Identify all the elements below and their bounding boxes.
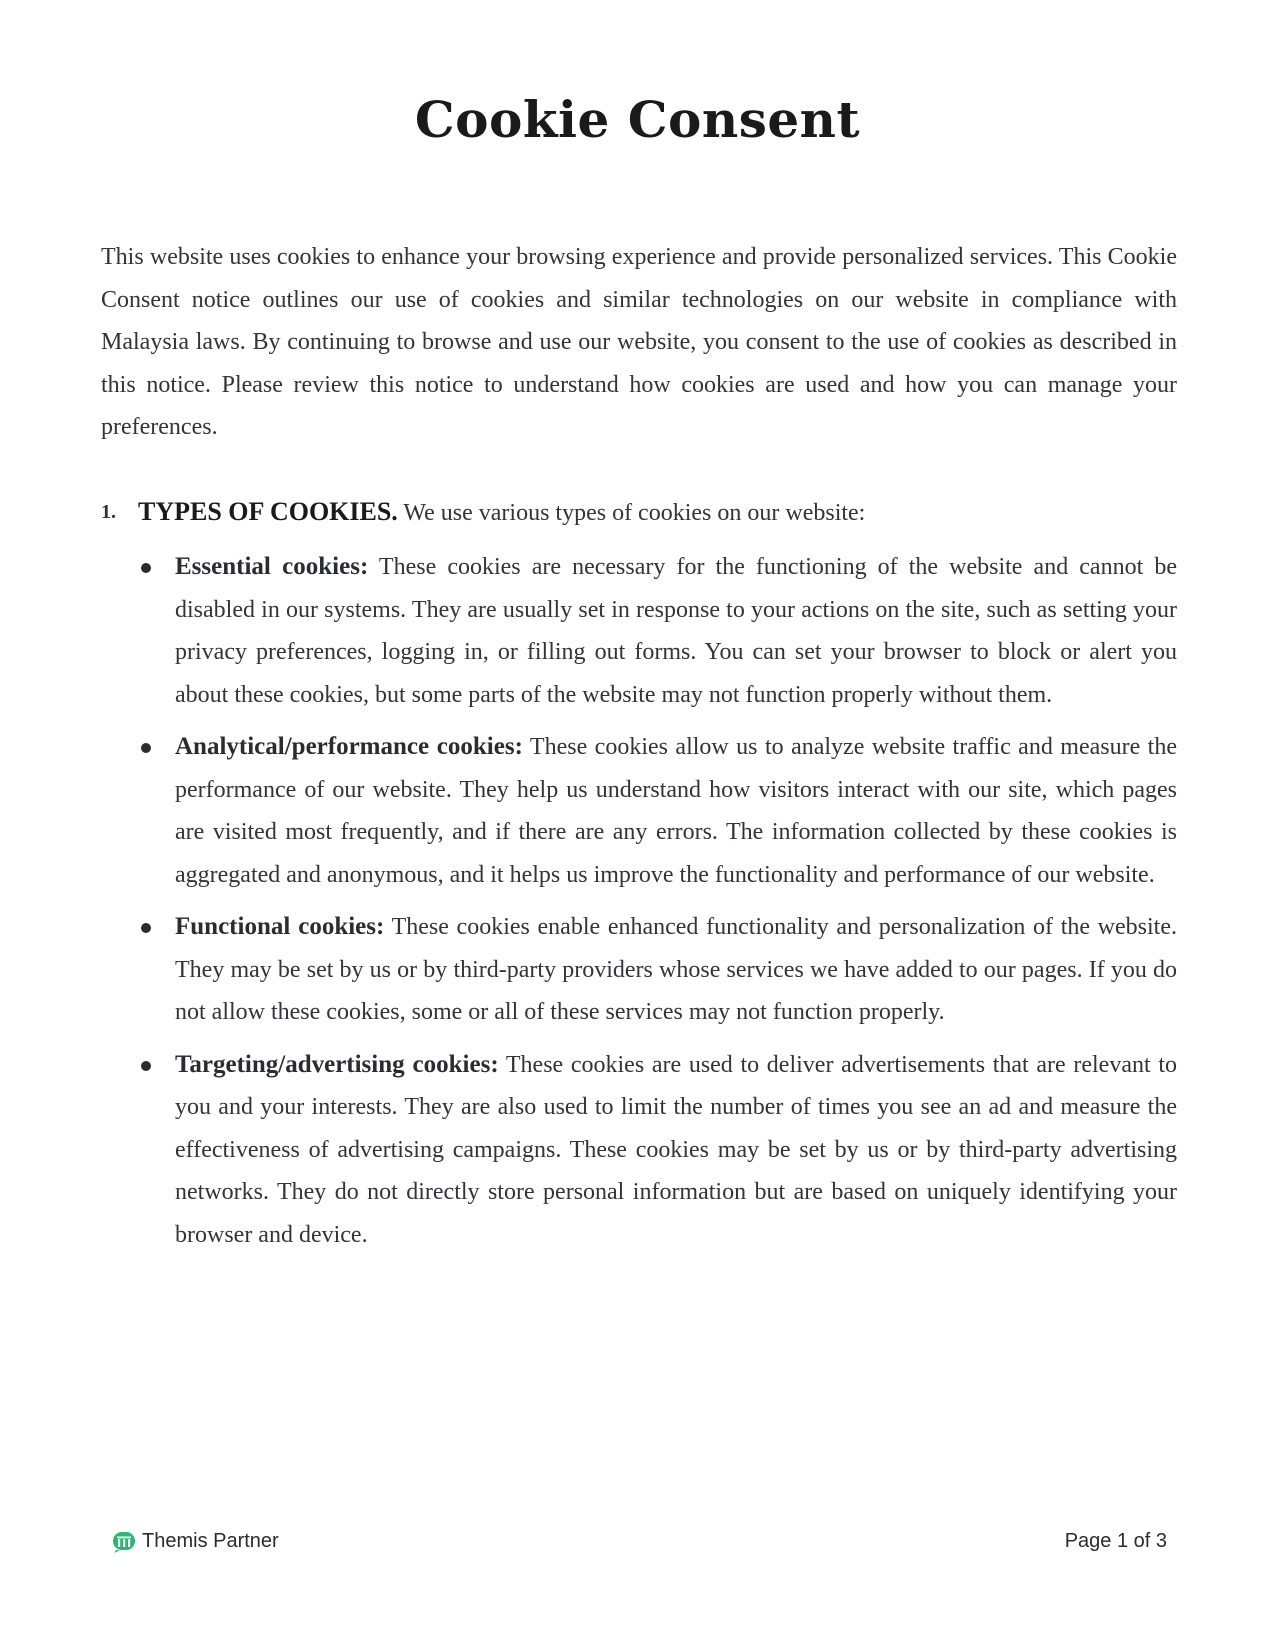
themis-logo-icon	[112, 1531, 136, 1553]
bullet-text: These cookies enable enhanced functionality and personalization of the website. They may be set by us or by third-party providers whose services we have added to our pages. If you do not allow these cookies, some or all of these services may not function properly.	[175, 914, 1177, 1025]
brand-name: Themis Partner	[142, 1530, 279, 1552]
section-lead: We use various types of cookies on our website:	[397, 499, 866, 526]
bullet-term: Analytical/performance cookies:	[175, 733, 523, 760]
list-item	[101, 1044, 1177, 1257]
section-title: TYPES OF COOKIES.	[138, 496, 398, 526]
intro-paragraph: This website uses cookies to enhance your browsing experience and provide personalized services. This Cookie Consent notice outlines our use of cookies and similar technologies on our website in compliance with Malaysia laws. By continuing to browse and use our website, you consent to the use of cookies as described in this notice. Please review this notice to understand how cookies are used and how you can manage your preferences.	[101, 244, 1177, 440]
section-number: 1.	[101, 500, 116, 523]
bullet-term: Targeting/advertising cookies:	[175, 1050, 499, 1078]
bullet-text: These cookies are necessary for the functioning of the website and cannot be disabled in our systems. They are usually set in response to your actions on the site, such as setting your privacy preferences, logging in, or filling out forms. You can set your browser to block or alert you about these cookies, but some parts of the website may not function properly without them.	[175, 554, 1177, 708]
bullet-text: These cookies allow us to analyze website traffic and measure the performance of our website. They help us understand how visitors interact with our site, which pages are visited most frequently, and if there are any errors. The information collected by these cookies is aggregated and anonymous, and it helps us improve the functionality and performance of our website.	[175, 734, 1178, 888]
page-number: Page 1 of 3	[1064, 1530, 1167, 1552]
bullet-icon	[141, 1061, 151, 1071]
page-title: Cookie Consent	[414, 90, 861, 149]
list-item	[101, 906, 1177, 1034]
section-heading	[101, 491, 1177, 535]
page-footer	[112, 1530, 1167, 1560]
bullet-icon	[141, 563, 151, 573]
bullet-term: Functional cookies:	[175, 913, 385, 940]
document-body	[101, 236, 1177, 1266]
cookie-types-list	[101, 546, 1177, 1256]
bullet-icon	[141, 923, 151, 933]
bullet-term: Essential cookies:	[175, 553, 369, 580]
bullet-text: These cookies are used to deliver advertisements that are relevant to you and your interests. They are also used to limit the number of times you see an ad and measure the effectiveness of advertising campaigns. These cookies may be set by us or by third-party advertising networks. They do not directly store personal information but are based on uniquely identifying your browser and device.	[175, 1051, 1177, 1248]
bullet-icon	[141, 743, 151, 753]
list-item	[101, 726, 1177, 896]
list-item	[101, 546, 1177, 716]
brand	[112, 1530, 279, 1553]
